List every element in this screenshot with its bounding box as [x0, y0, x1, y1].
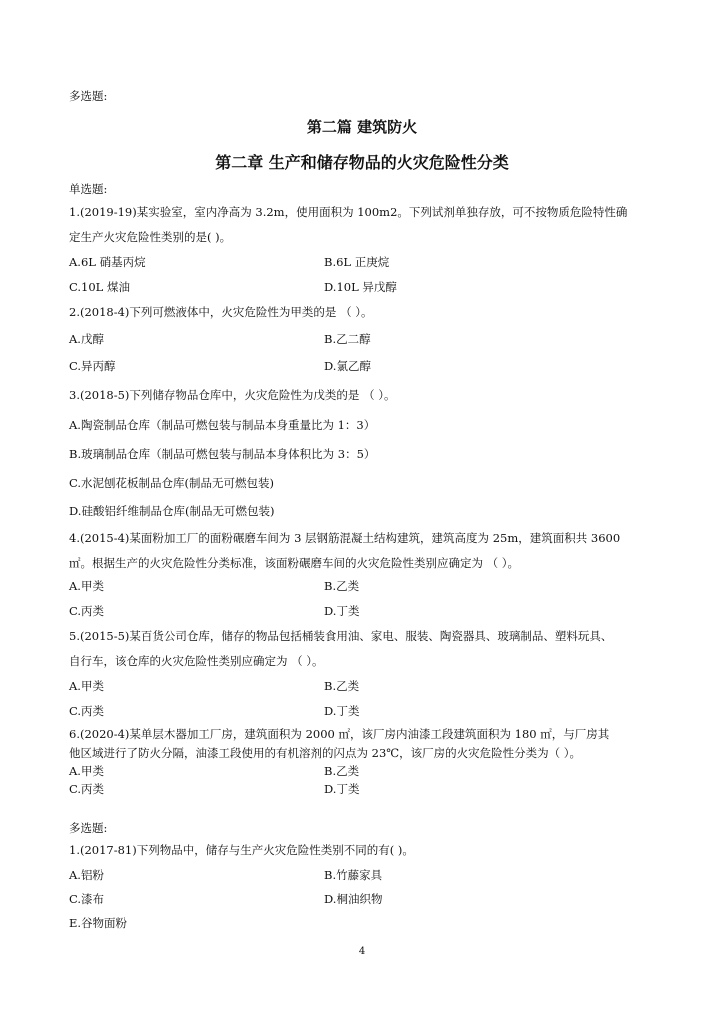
q1-option-d: D.10L 异戊醇 [324, 280, 397, 294]
m1-option-b: B.竹藤家具 [324, 868, 383, 882]
q1-option-a: A.6L 硝基丙烷 [69, 255, 146, 269]
q4-option-a: A.甲类 [69, 579, 104, 593]
q2-stem: 2.(2018-4)下列可燃液体中，火灾危险性为甲类的是 （ ）。 [69, 305, 373, 319]
q1-option-b: B.6L 正庚烷 [324, 255, 390, 269]
m1-option-d: D.桐油织物 [324, 892, 383, 906]
q4-option-b: B.乙类 [324, 579, 360, 593]
q6-stem-line2: 他区域进行了防火分隔，油漆工段使用的有机溶剂的闪点为 23℃，该厂房的火灾危险性分类为（ ）。 [69, 746, 582, 760]
q5-stem-line1: 5.(2015-5)某百货公司仓库，储存的物品包括桶装食用油、家电、服装、陶瓷器具、玻璃制品、塑料玩具、 [69, 629, 613, 643]
section-label-multi: 多选题: [69, 821, 108, 835]
q5-stem-line2: 自行车，该仓库的火灾危险性类别应确定为 （ ）。 [69, 654, 324, 668]
q1-stem-line2: 定生产火灾危险性类别的是( )。 [69, 230, 232, 244]
q2-option-c: C.异丙醇 [69, 359, 116, 373]
q3-option-c: C.水泥刨花板制品仓库(制品无可燃包装) [69, 476, 275, 490]
q6-option-b: B.乙类 [324, 764, 360, 778]
q2-option-d: D.氯乙醇 [324, 359, 371, 373]
q4-stem-line2: ㎡。根据生产的火灾危险性分类标准，该面粉碾磨车间的火灾危险性类别应确定为 （ ）。 [69, 556, 520, 570]
part-title: 第二篇 建筑防火 [306, 118, 418, 136]
section-label-single: 单选题: [69, 182, 108, 196]
q5-option-c: C.丙类 [69, 704, 105, 718]
q2-option-a: A.戊醇 [69, 332, 104, 346]
q2-option-b: B.乙二醇 [324, 332, 371, 346]
chapter-title: 第二章 生产和储存物品的火灾危险性分类 [215, 153, 509, 172]
q3-stem: 3.(2018-5)下列储存物品仓库中，火灾危险性为戊类的是 （ ）。 [69, 388, 396, 402]
q4-option-c: C.丙类 [69, 604, 105, 618]
q6-stem-line1: 6.(2020-4)某单层木器加工厂房，建筑面积为 2000 ㎡，该厂房内油漆工段建筑面积为 180 ㎡，与厂房其 [69, 727, 610, 741]
m1-stem: 1.(2017-81)下列物品中，储存与生产火灾危险性类别不同的有( )。 [69, 843, 414, 857]
page-number: 4 [358, 946, 366, 957]
q1-stem-line1: 1.(2019-19)某实验室，室内净高为 3.2m，使用面积为 100m2。下列试剂单独存放，可不按物质危险特性确 [69, 205, 628, 219]
m1-option-c: C.漆布 [69, 892, 105, 906]
q3-option-b: B.玻璃制品仓库（制品可燃包装与制品本身体积比为 3：5） [69, 447, 376, 461]
section-label-multi-top: 多选题: [69, 89, 108, 103]
q6-option-d: D.丁类 [324, 782, 360, 796]
q4-stem-line1: 4.(2015-4)某面粉加工厂的面粉碾磨车间为 3 层钢筋混凝土结构建筑，建筑高度为 25m，建筑面积共 3600 [69, 531, 621, 545]
q4-option-d: D.丁类 [324, 604, 360, 618]
q3-option-a: A.陶瓷制品仓库（制品可燃包装与制品本身重量比为 1：3） [69, 418, 376, 432]
q5-option-a: A.甲类 [69, 679, 104, 693]
q3-option-d: D.硅酸铝纤维制品仓库(制品无可燃包装) [69, 504, 275, 518]
m1-option-e: E.谷物面粉 [69, 916, 128, 930]
q6-option-c: C.丙类 [69, 782, 105, 796]
q5-option-b: B.乙类 [324, 679, 360, 693]
q6-option-a: A.甲类 [69, 764, 104, 778]
q1-option-c: C.10L 煤油 [69, 280, 130, 294]
m1-option-a: A.铝粉 [69, 868, 104, 882]
q5-option-d: D.丁类 [324, 704, 360, 718]
